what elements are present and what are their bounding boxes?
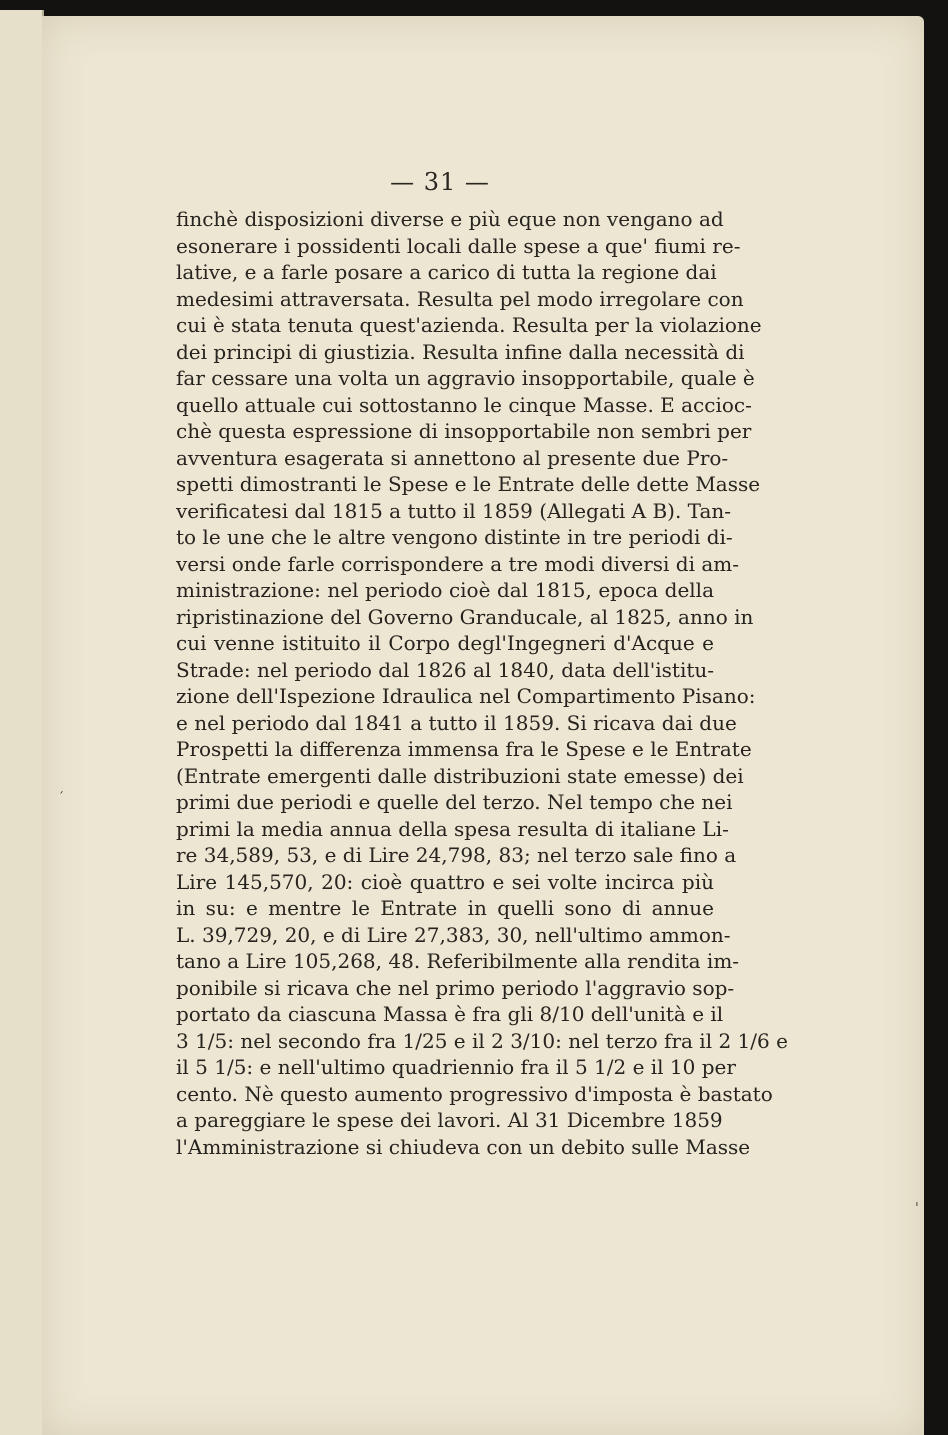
text-line: il 5 1/5: e nell'ultimo quadriennio fra il 5 1/2 e il 10 per bbox=[176, 1055, 736, 1079]
text-line: quello attuale cui sottostanno le cinque Masse. E accioc- bbox=[176, 392, 752, 417]
text-line: Prospetti la differenza immensa fra le Spese e le Entrate bbox=[176, 737, 752, 761]
text-line: l'Amministrazione si chiudeva con un debito sulle Masse bbox=[176, 1134, 751, 1159]
text-line: dei principi di giustizia. Resulta infine dalla necessità di bbox=[176, 339, 745, 364]
text-line: a pareggiare le spese dei lavori. Al 31 Dicembre 1859 bbox=[176, 1108, 723, 1132]
text-line: tano a Lire 105,268, 48. Referibilmente alla rendita im- bbox=[176, 949, 740, 973]
text-line: verificatesi dal 1815 a tutto il 1859 (Allegati A B). Tan- bbox=[176, 498, 732, 523]
text-line: primi la media annua della spesa resulta di italiane Li- bbox=[176, 816, 729, 841]
page-number: — 31 — bbox=[390, 168, 490, 196]
text-line: versi onde farle corrispondere a tre modi diversi di am- bbox=[176, 551, 739, 576]
text-line: ripristinazione del Governo Granducale, al 1825, anno in bbox=[176, 604, 754, 629]
text-line: e nel periodo dal 1841 a tutto il 1859. Si ricava dai due bbox=[176, 710, 737, 735]
text-line: portato da ciascuna Massa è fra gli 8/10 dell'unità e il bbox=[176, 1002, 724, 1026]
text-line: avventura esagerata si annettono al presente due Pro- bbox=[176, 445, 729, 470]
text-line: cui venne istituito il Corpo degl'Ingegneri d'Acque e bbox=[176, 631, 714, 655]
margin-speck-icon: ˌ bbox=[915, 1192, 919, 1208]
text-line: Strade: nel periodo dal 1826 al 1840, data dell'istitu- bbox=[176, 657, 715, 682]
margin-speck-icon: ˊ bbox=[58, 790, 64, 804]
text-line: chè questa espressione di insopportabile non sembri per bbox=[176, 419, 752, 443]
text-line: cui è stata tenuta quest'azienda. Resulta per la violazione bbox=[176, 313, 762, 337]
text-line: 3 1/5: nel secondo fra 1/25 e il 2 3/10: nel terzo fra il 2 1/6 e bbox=[176, 1028, 788, 1053]
text-line: (Entrate emergenti dalle distribuzioni state emesse) dei bbox=[176, 763, 744, 788]
text-line: ponibile si ricava che nel primo periodo l'aggravio sop- bbox=[176, 975, 735, 1000]
body-text bbox=[176, 206, 788, 1160]
text-line: L. 39,729, 20, e di Lire 27,383, 30, nell'ultimo ammon- bbox=[176, 922, 731, 947]
facing-page-edge bbox=[0, 10, 44, 1435]
text-line: primi due periodi e quelle del terzo. Nel tempo che nei bbox=[176, 790, 733, 814]
text-line: in su: e mentre le Entrate in quelli sono di annue bbox=[176, 896, 714, 920]
text-line: ministrazione: nel periodo cioè dal 1815, epoca della bbox=[176, 578, 714, 602]
text-line: lative, e a farle posare a carico di tutta la regione dai bbox=[176, 260, 717, 284]
text-line: to le une che le altre vengono distinte in tre periodi di- bbox=[176, 525, 733, 549]
text-line: finchè disposizioni diverse e più eque non vengano ad bbox=[176, 207, 724, 231]
text-line: spetti dimostranti le Spese e le Entrate delle dette Masse bbox=[176, 472, 761, 496]
text-line: cento. Nè questo aumento progressivo d'imposta è bastato bbox=[176, 1081, 773, 1106]
text-line: far cessare una volta un aggravio insopportabile, quale è bbox=[176, 366, 755, 390]
text-line: re 34,589, 53, e di Lire 24,798, 83; nel terzo sale fino a bbox=[176, 843, 737, 867]
text-line: Lire 145,570, 20: cioè quattro e sei volte incirca più bbox=[176, 869, 714, 894]
text-line: zione dell'Ispezione Idraulica nel Compartimento Pisano: bbox=[176, 684, 756, 708]
text-line: esonerare i possidenti locali dalle spese a que' fiumi re- bbox=[176, 233, 741, 258]
text-line: medesimi attraversata. Resulta pel modo irregolare con bbox=[176, 286, 744, 311]
